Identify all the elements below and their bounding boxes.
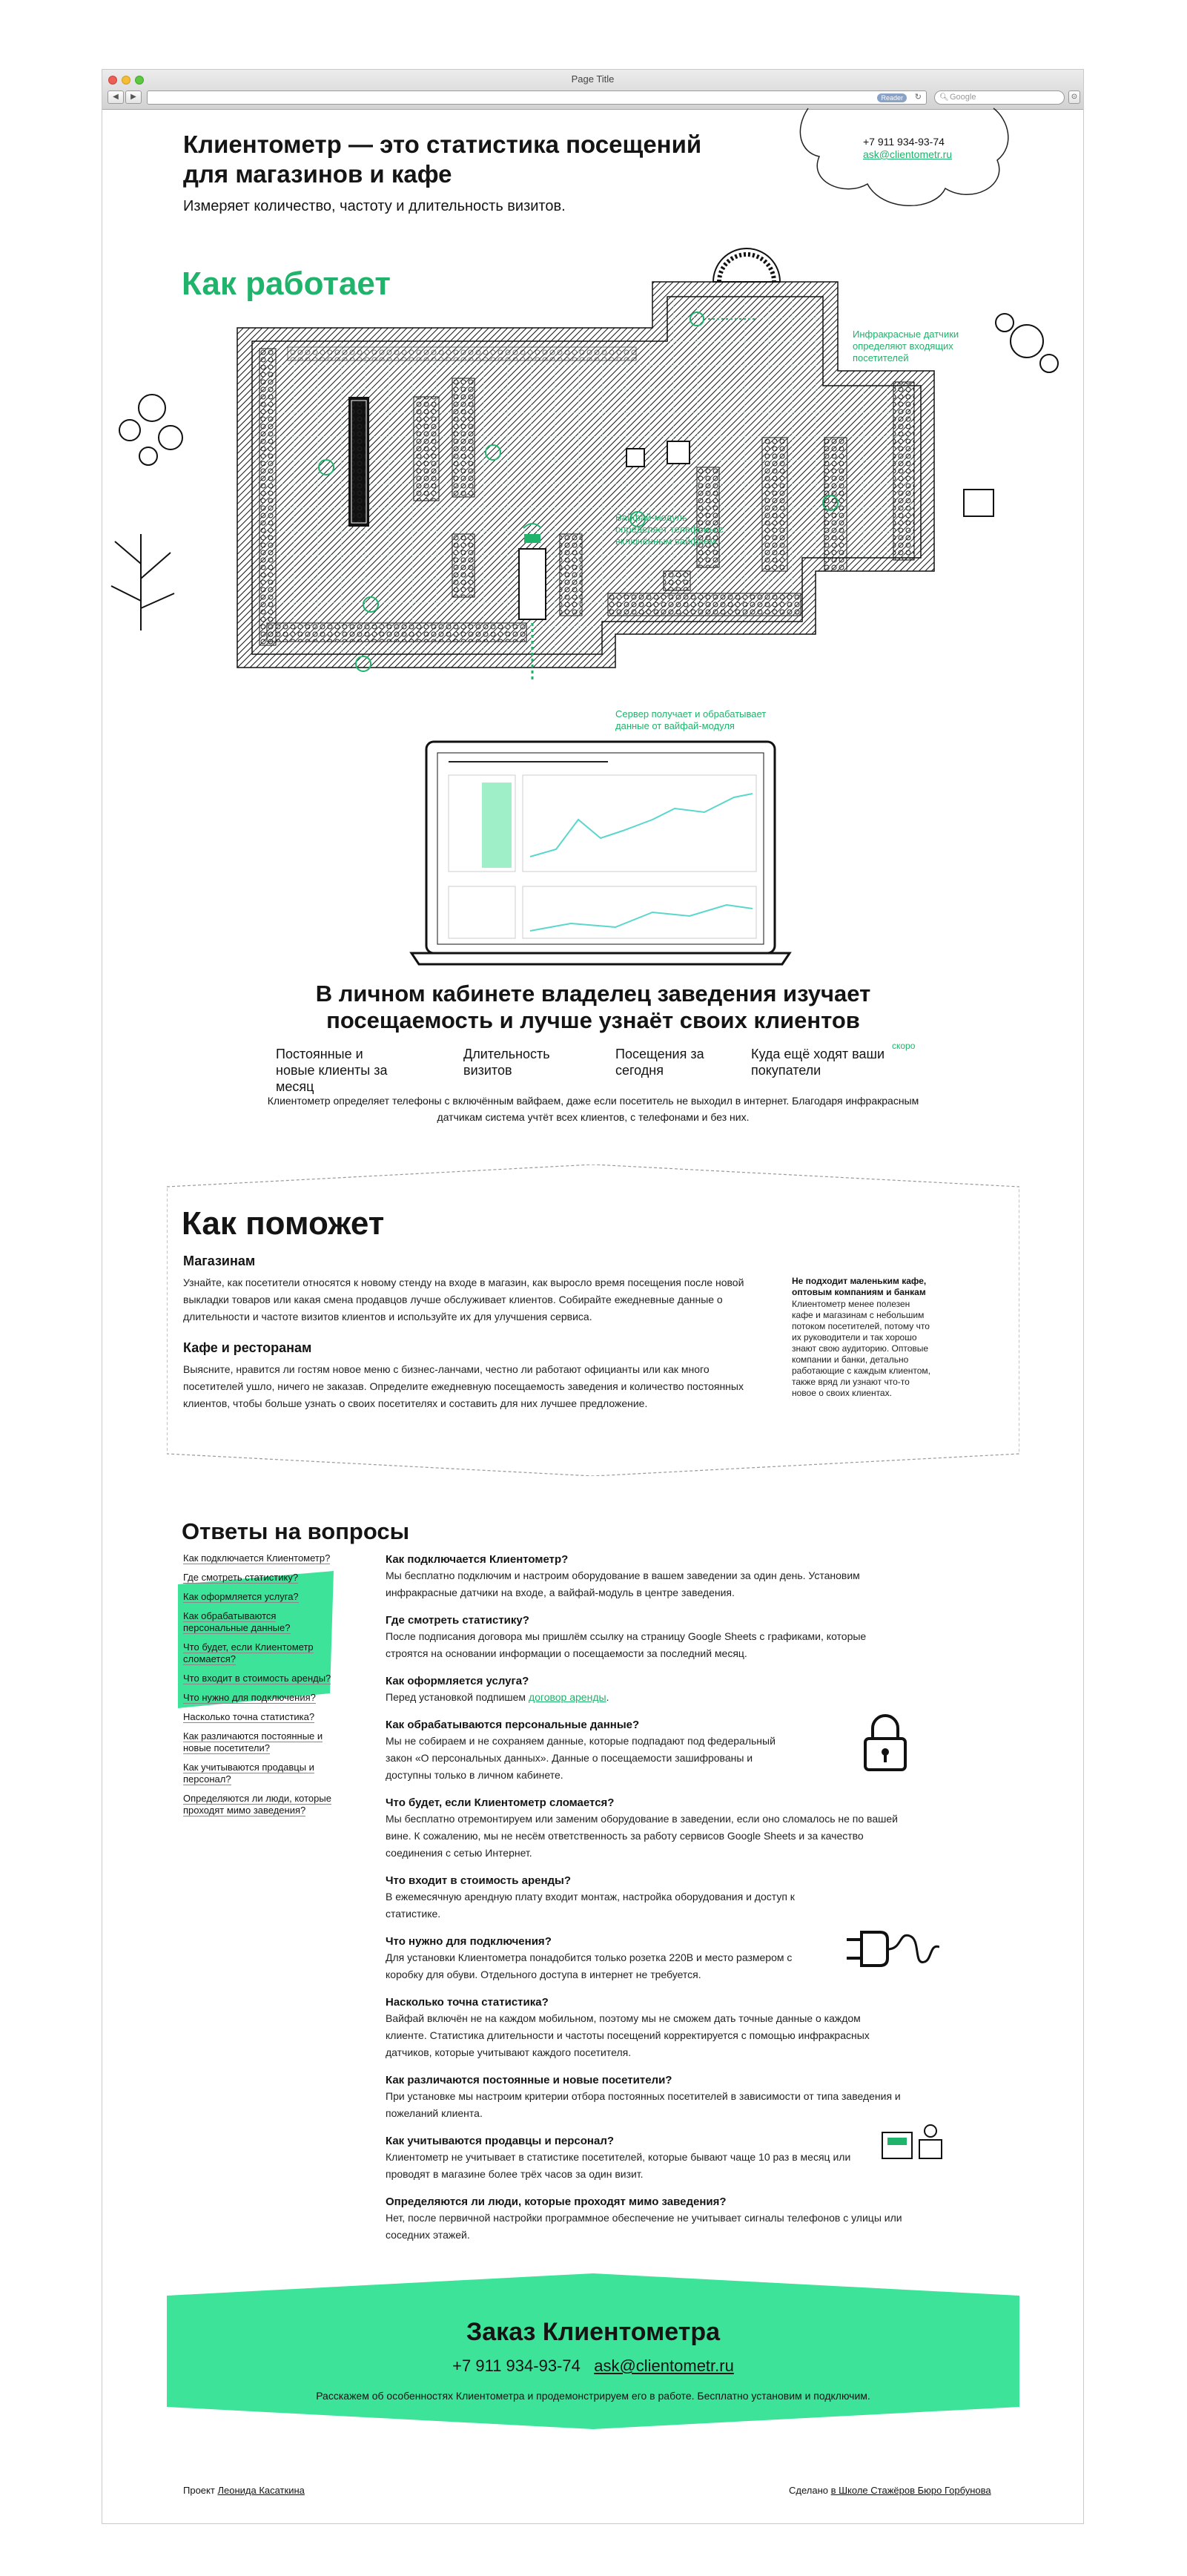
faq-question: Насколько точна статистика?	[386, 1996, 549, 2009]
author-link[interactable]: Леонида Касаткина	[217, 2485, 305, 2496]
feature-today-visits: Посещения за сегодня	[615, 1047, 704, 1078]
faq-question: Где смотреть статистику?	[386, 1614, 529, 1627]
faq-nav-item[interactable]: Как оформляется услуга?	[183, 1591, 299, 1602]
faq-question: Что входит в стоимость аренды?	[386, 1874, 572, 1887]
wifi-note: Вайфай-модуль определяет телефоны с включённым вайфаем	[615, 512, 724, 547]
cafe-heading: Кафе и ресторанам	[183, 1340, 312, 1355]
feature-visit-duration: Длительность визитов	[463, 1047, 550, 1078]
feature-regular-clients: Постоянные и новые клиенты за месяц	[276, 1047, 388, 1094]
faq-answer: После подписания договора мы пришлём ссылку на страницу Google Sheets с графиками, которые строятся на основании информации о посещаемости за последний месяц.	[386, 1630, 867, 1659]
plant-decoration-icon-right	[986, 300, 1068, 382]
order-phone: +7 911 934-93-74	[452, 2356, 581, 2375]
faq-question: Определяются ли люди, которые проходят мимо заведения?	[386, 2195, 727, 2208]
faq-nav-item[interactable]: Как различаются постоянные и новые посетители?	[183, 1730, 323, 1753]
footer-made-label: Сделано	[789, 2485, 828, 2496]
faq-answer: Мы не собираем и не сохраняем данные, которые подпадают под федеральный закон «О персональных данных». Данные о посещаемости зашифрованы и доступны только в личном кабинете.	[386, 1735, 776, 1781]
faq-nav-item[interactable]: Определяются ли люди, которые проходят мимо заведения?	[183, 1793, 331, 1816]
back-button[interactable]	[108, 90, 124, 104]
faq-nav-item[interactable]: Как учитываются продавцы и персонал?	[183, 1762, 314, 1785]
header-phone: +7 911 934-93-74	[863, 136, 945, 148]
power-plug-icon	[847, 1928, 939, 1973]
faq-nav-item[interactable]: Что нужно для подключения?	[183, 1692, 316, 1703]
faq-answer: Мы бесплатно подключим и настроим оборудование в вашем заведении за один день. Установим инфракрасные датчики на входе, а вайфай-модуль в центре заведения.	[386, 1569, 860, 1598]
faq-answer: Клиентометр не учитывает в статистике посетителей, которые бывают чаще 10 раз в месяц или проводят в магазине более трёх часов за один визит.	[386, 2151, 851, 2180]
lock-icon	[862, 1713, 908, 1773]
not-suitable-text: Клиентометр менее полезен кафе и магазинам с небольшим потоком посетителей, потому что их руководители и так хорошо знают свою аудиторию. Оптовые компании и банки, детально работающие с каждым клиентом, также вряд ли узнают что-то новое о своих клиентах.	[792, 1299, 931, 1398]
faq-nav-item[interactable]: Где смотреть статистику?	[183, 1572, 299, 1583]
faq-item	[386, 1934, 830, 1983]
faq-question: Как различаются постоянные и новые посетители?	[386, 2074, 672, 2086]
how-it-works-title: Как работает	[182, 266, 391, 302]
faq-answer: При установке мы настроим критерии отбора постоянных посетителей в зависимости от типа заведения и пожеланий клиента.	[386, 2090, 901, 2119]
hero-subtitle: Измеряет количество, частоту и длительность визитов.	[183, 198, 566, 214]
help-title: Как поможет	[182, 1205, 385, 1242]
order-banner	[167, 2273, 1019, 2429]
faq-question: Как оформляется услуга?	[386, 1675, 529, 1687]
cafe-text: Выясните, нравится ли гостям новое меню с бизнес-ланчами, честно ли работают официанты или как много посетителей ушло, ничего не заказав. Определите ежедневную посещаемость заведения и количество постоянных клиентов, чтобы больше узнать о своих посетителях и составить для них лучшее предложение.	[183, 1363, 744, 1409]
faq-answer: Перед установкой подпишем договор аренды.	[386, 1691, 609, 1703]
faq-nav-item[interactable]: Что входит в стоимость аренды?	[183, 1673, 331, 1684]
order-description: Расскажем об особенностях Клиентометра и продемонстрируем его в работе. Бесплатно установим и подключим.	[316, 2390, 870, 2402]
server-note: Сервер получает и обрабатывает данные от вайфай-модуля	[615, 708, 767, 731]
cabinet-description: Клиентометр определяет телефоны с включённым вайфаем, даже если посетитель не выходил в интернет. Благодаря инфракрасным датчикам система учтёт всех клиентов, с телефонами и без них.	[267, 1095, 919, 1123]
faq-question: Как подключается Клиентометр?	[386, 1553, 569, 1566]
faq-title: Ответы на вопросы	[182, 1518, 410, 1544]
footer-project-label: Проект	[183, 2485, 215, 2496]
faq-item	[386, 1796, 905, 1862]
faq-item	[386, 1995, 905, 2061]
faq-question: Что нужно для подключения?	[386, 1935, 552, 1948]
reload-icon[interactable]: ↻	[914, 93, 922, 102]
faq-question: Как обрабатываются персональные данные?	[386, 1719, 640, 1731]
faq-answer: Вайфай включён не на каждом мобильном, поэтому мы не сможем дать точные данные о каждом клиенте. Статистика длительности и частоты посещений корректируется с помощью инфракрасных датчиков, которые учитывают каждого посетителя.	[386, 2012, 870, 2058]
faq-nav-item[interactable]: Что будет, если Клиентометр сломается?	[183, 1641, 314, 1664]
order-contacts	[297, 2356, 890, 2376]
forward-button[interactable]	[125, 90, 142, 104]
hero-title: Клиентометр — это статистика посещений для магазинов и кафе	[183, 131, 702, 188]
soon-badge: скоро	[892, 1041, 916, 1051]
search-icon: 🔍︎	[939, 93, 949, 102]
faq-item	[386, 2073, 905, 2122]
floor-plan-diagram	[222, 223, 979, 682]
faq-nav-item[interactable]: Насколько точна статистика?	[183, 1711, 315, 1722]
footer-project	[183, 2485, 305, 2496]
order-title: Заказ Клиентометра	[466, 2318, 721, 2346]
downloads-button[interactable]	[1068, 90, 1080, 104]
footer-made-by	[789, 2485, 991, 2496]
faq-nav-item[interactable]: Как обрабатываются персональные данные?	[183, 1610, 291, 1633]
order-email-link[interactable]: ask@clientometr.ru	[594, 2356, 734, 2375]
downloads-icon: ⊙	[1071, 93, 1078, 101]
faq-item	[386, 1718, 786, 1784]
bench-decoration-icon	[956, 482, 1016, 527]
feature-where-else: Куда ещё ходят ваши покупатели	[751, 1047, 885, 1078]
faq-item	[386, 1874, 830, 1923]
faq-answer: Мы бесплатно отремонтируем или заменим оборудование в заведении, если оно сломалось не по вашей вине. К сожалению, мы не несём ответственность за работу сервисов Google Sheets и за качество соединения с сетью Интернет.	[386, 1813, 898, 1859]
faq-navigation	[183, 1552, 339, 1824]
shops-heading: Магазинам	[183, 1254, 256, 1268]
faq-question: Что будет, если Клиентометр сломается?	[386, 1796, 615, 1809]
faq-list	[386, 1552, 905, 2256]
reader-button[interactable]: Reader	[877, 93, 907, 102]
cabinet-title: В личном кабинете владелец заведения изучает посещаемость и лучше узнаёт своих клиентов	[315, 981, 871, 1033]
window-title: Page Title	[571, 73, 615, 85]
faq-answer: В ежемесячную арендную плату входит монтаж, настройка оборудования и доступ к статистике.	[386, 1891, 795, 1920]
faq-nav-item[interactable]: Как подключается Клиентометр?	[183, 1552, 331, 1564]
faq-question: Как учитываются продавцы и персонал?	[386, 2135, 615, 2147]
faq-item	[386, 1613, 905, 1662]
tree-decoration-icon	[100, 519, 182, 638]
laptop-dashboard-illustration	[408, 738, 793, 968]
header-email-link[interactable]: ask@clientometr.ru	[863, 148, 953, 160]
cash-register-icon	[879, 2118, 945, 2162]
plant-decoration-icon	[108, 378, 196, 482]
faq-item	[386, 1674, 905, 1706]
back-arrow-icon: ◀	[113, 93, 119, 101]
faq-item	[386, 2195, 905, 2244]
faq-item	[386, 2134, 860, 2183]
shops-text: Узнайте, как посетители относятся к новому стенду на входе в магазин, как выросло время посещения после новой выкладки товаров или какая смена продавцов лучше обслуживает клиентов. Собирайте ежедневные данные о длительности и частоте визитов клиентов и используйте их для улучшения сервиса.	[183, 1277, 744, 1322]
infrared-note: Инфракрасные датчики определяют входящих посетителей	[853, 329, 959, 363]
faq-item	[386, 1552, 905, 1601]
faq-answer: Для установки Клиентометра понадобится только розетка 220В и место размером с коробку для обуви. Отдельного доступа в интернет не требуется.	[386, 1951, 793, 1980]
forward-arrow-icon: ▶	[130, 93, 136, 101]
search-placeholder: Google	[950, 93, 976, 102]
rental-contract-link[interactable]: договор аренды	[528, 1691, 606, 1703]
faq-answer: Нет, после первичной настройки программное обеспечение не учитывает сигналы телефонов с улицы или соседних этажей.	[386, 2212, 902, 2241]
school-link[interactable]: в Школе Стажёров Бюро Горбунова	[830, 2485, 991, 2496]
not-suitable-title: Не подходит маленьким кафе, оптовым компаниям и банкам	[792, 1276, 927, 1297]
